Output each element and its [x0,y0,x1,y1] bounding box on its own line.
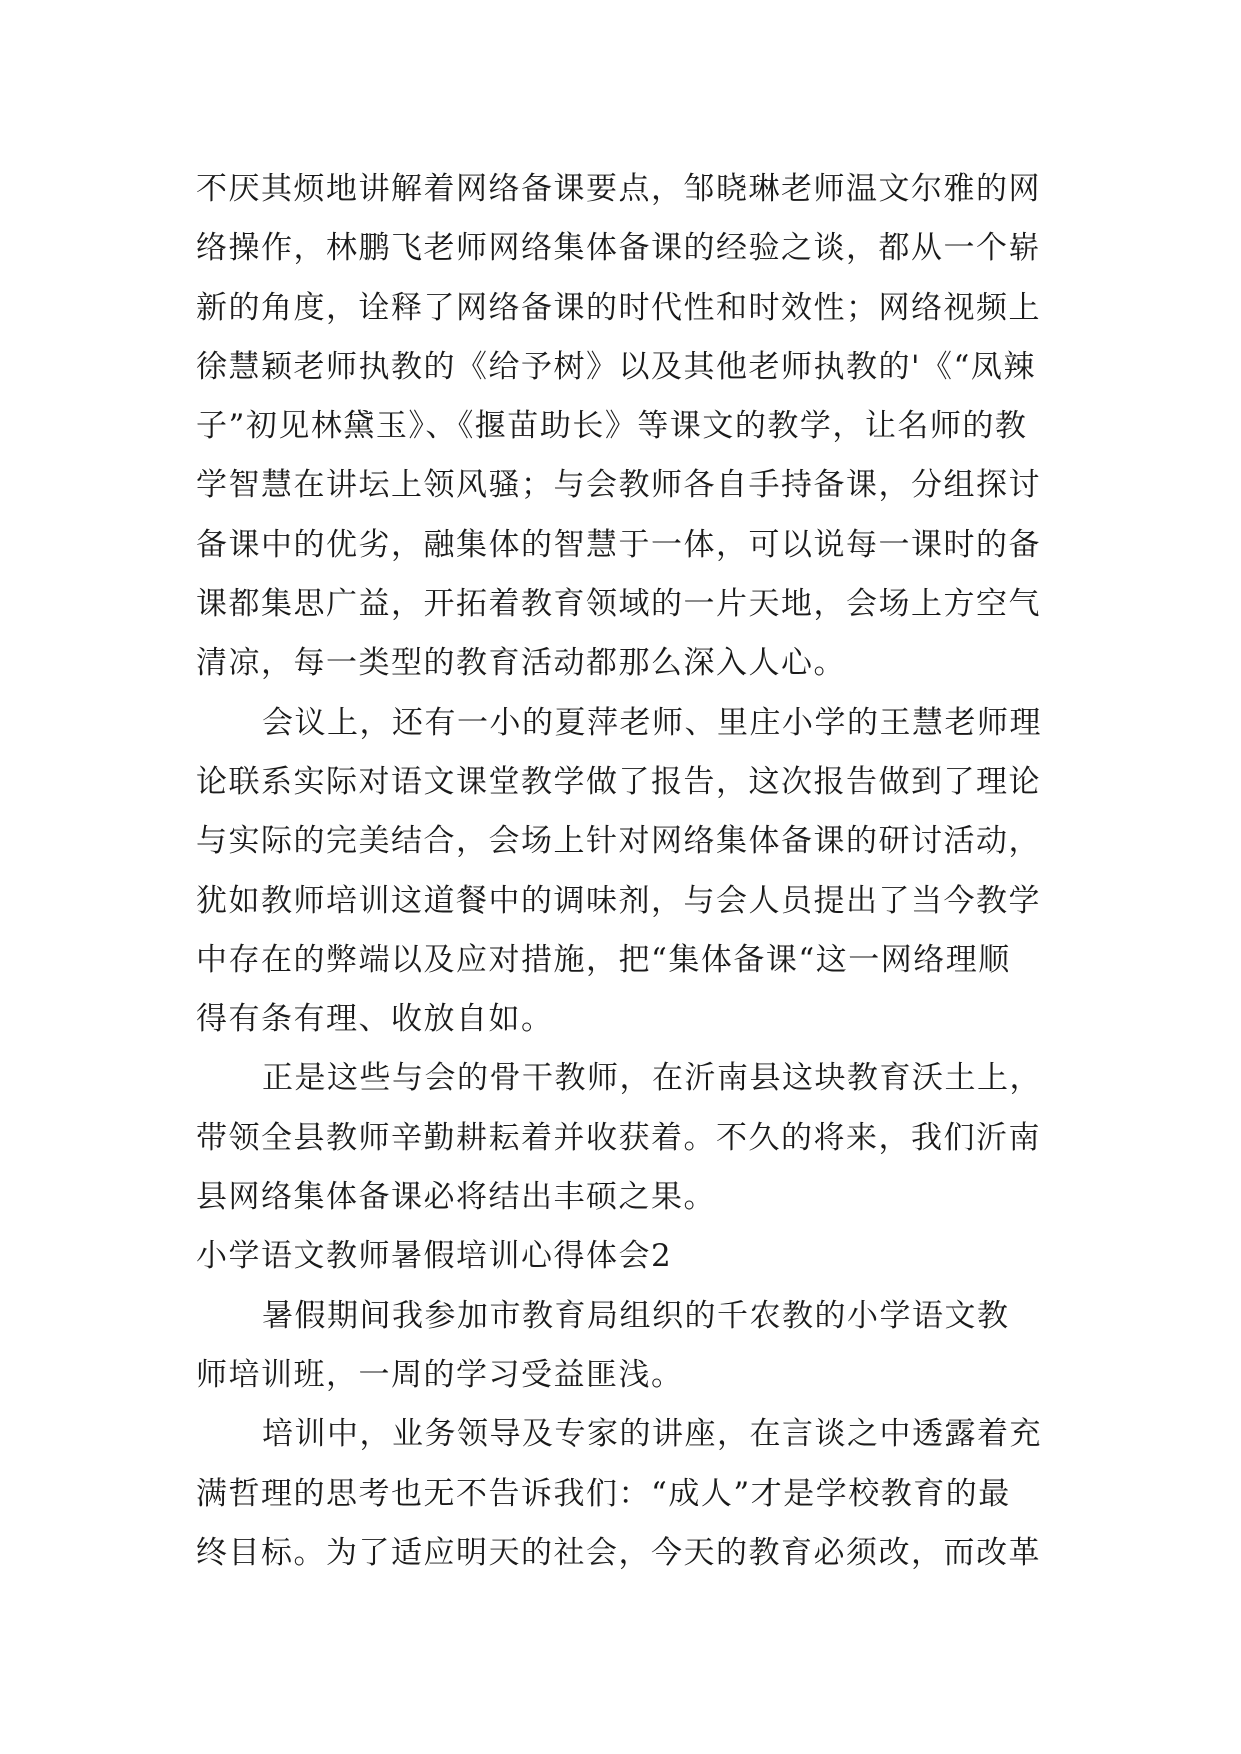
text-line: 络操作，林鹏飞老师网络集体备课的经验之谈，都从一个崭 [196,230,1041,267]
text-line: 不厌其烦地讲解着网络备课要点，邹晓琳老师温文尔雅的网 [196,171,1041,207]
text-line: 师培训班，一周的学习受益匪浅。 [196,1356,684,1393]
text-line: 会议上，还有一小的夏萍老师、里庄小学的王慧老师理 [262,704,1042,741]
text-line: 子”初见林黛玉》、《揠苗助长》等课文的教学，让名师的教 [196,408,1028,445]
text-line: 带领全县教师辛勤耕耘着并收获着。不久的将来，我们沂南 [196,1119,1041,1156]
document-body [196,160,1056,1583]
text-line: 课都集思广益，开拓着教育领域的一片天地，会场上方空气 [196,586,1041,623]
text-line: 暑假期间我参加市教育局组织的千农教的小学语文教 [262,1297,1010,1334]
text-line: 培训中，业务领导及专家的讲座，在言谈之中透露着充 [262,1416,1042,1453]
text-line: 论联系实际对语文课堂教学做了报告，这次报告做到了理论 [196,763,1041,800]
text-line: 清凉，每一类型的教育活动都那么深入人心。 [196,645,846,682]
text-line: 与实际的完美结合，会场上针对网络集体备课的研讨活动， [196,823,1041,860]
text-line: 新的角度，诠释了网络备课的时代性和时效性；网络视频上 [196,289,1041,326]
text-line: 中存在的弊端以及应对措施，把“集体备课“这一网络理顺 [196,941,1011,978]
text-line: 得有条有理、收放自如。 [196,1001,554,1038]
text-line: 正是这些与会的骨干教师，在沂南县这块教育沃土上， [262,1060,1042,1097]
text-line: 学智慧在讲坛上领风骚；与会教师各自手持备课，分组探讨 [196,467,1041,504]
text-line: 小学语文教师暑假培训心得体会2 [196,1238,673,1275]
text-line: 犹如教师培训这道餐中的调味剂，与会人员提出了当今教学 [196,882,1041,919]
text-line: 县网络集体备课必将结出丰硕之果。 [196,1179,716,1216]
text-line: 备课中的优劣，融集体的智慧于一体，可以说每一课时的备 [196,526,1041,563]
text-line: 徐慧颖老师执教的《给予树》以及其他老师执教的'《“凤辣 [196,348,1036,385]
text-line: 终目标。为了适应明天的社会，今天的教育必须改，而改革 [196,1534,1041,1571]
text-line: 满哲理的思考也无不告诉我们：“成人”才是学校教育的最 [196,1475,1011,1512]
